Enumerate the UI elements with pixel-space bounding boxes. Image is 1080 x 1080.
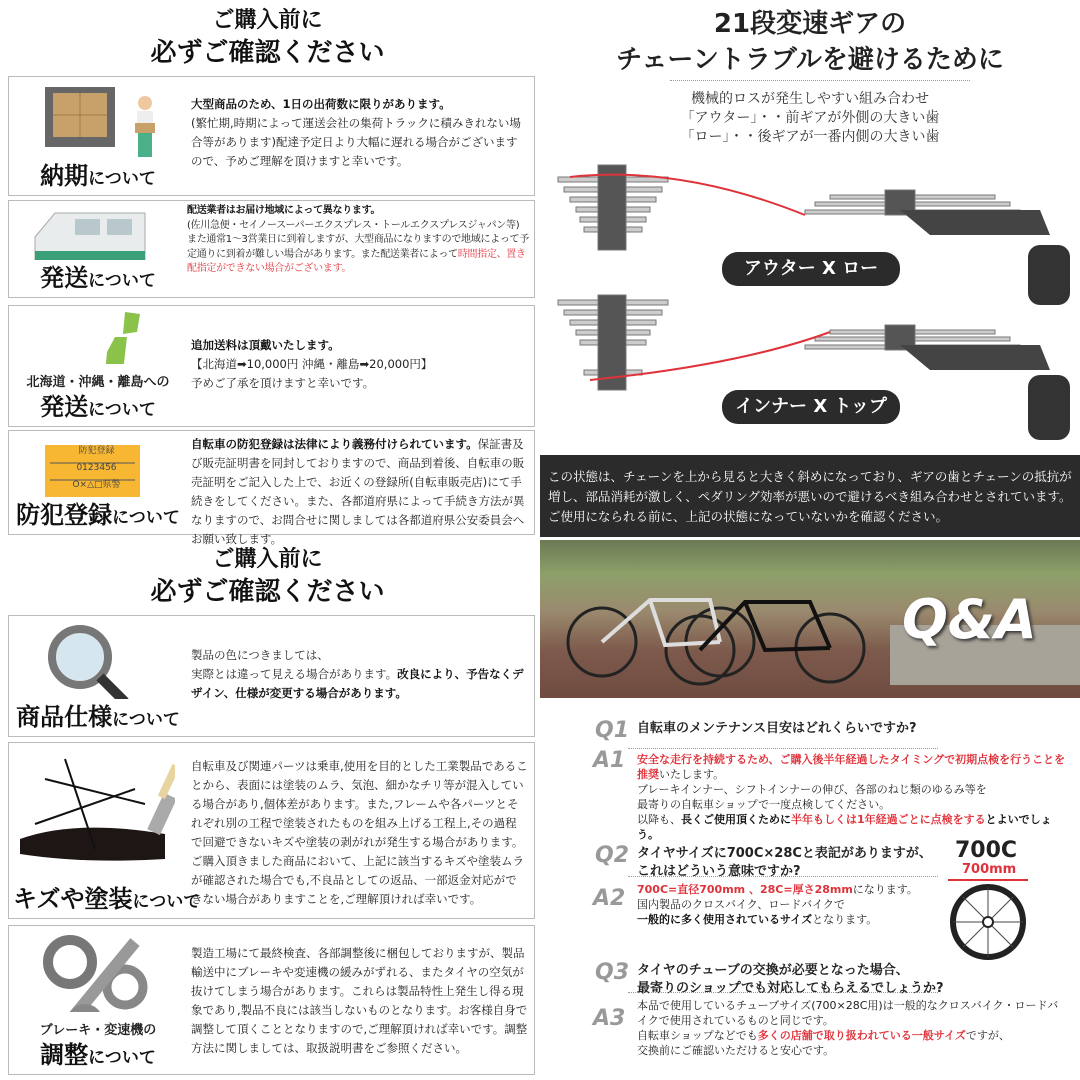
notice-box [8, 615, 535, 737]
question-number: Q2 [595, 843, 630, 868]
notice-text [191, 757, 528, 909]
answer-number: A2 [593, 886, 626, 911]
question-number: Q3 [595, 960, 630, 985]
divider [628, 876, 938, 877]
wheel-size: 700mm [962, 862, 1017, 877]
notice-header-mid [0, 545, 535, 609]
notice-text [187, 204, 530, 277]
notice-subtitle: ブレーキ・変速機の [39, 1023, 157, 1038]
body-text: 保証書及び販売証明書を同封しておりますので、商品到着後、自転車の販売証明をご記入した上で、お近くの登録所(自転車販売店)にて手続きをしてください。また、各都道府県によって手続き方法が異なりますので、お問合せに関しましては各都道府県公安委員会へお願い致します。 [191, 437, 525, 546]
gear-title-line1: 21段変速ギアの [713, 9, 907, 39]
notice-text [191, 944, 528, 1058]
notice-header-top [0, 6, 535, 70]
body-text: 【北海道➡10,000円 沖縄・離島➡20,000円】 予めご了承を頂けますと幸いです。 [191, 357, 433, 390]
emphasis-text: 一般的に多く使用されているサイズ [637, 913, 813, 926]
emphasis-text: 自転車の防犯登録は法律により義務付けられています。 [191, 437, 478, 451]
gear-wrench-icon [15, 932, 175, 1012]
notice-text [191, 646, 528, 703]
gear-sub-line: 機械的ロスが発生しやすい組み合わせ [691, 91, 929, 107]
body-text: 自転車及び関連パーツは乗車,使用を目的とした工業製品であることから、表面には塗装のムラ、気泡、細かなチリ等が混入している場合があり,個体差があります。また,フレームや各パーツとそれぞれ別の工程で塗装されたものを組み上げる工程上,その過程で回避できないキズや塗装の剥がれが発生する場合があります。ご購入頂きました商品において、上記に該当するキズや塗装ムラが確認された場合でも,不良品としての返品、一部返金対応ができない場合がありますことを,ご理解頂ければ幸いです。 [191, 759, 528, 906]
emphasis-text: 安全な走行を持続するため、ご購入後半年経過したタイミングで初期点検を行うことを推奨 [637, 753, 1066, 781]
gear-sub-line: 「ロー」・・後ギアが一番内側の大きい歯 [680, 129, 940, 145]
paint-brush-icon [15, 749, 175, 881]
notice-title-main: 納期 [40, 162, 89, 190]
notice-title-main: 商品仕様 [16, 703, 113, 731]
notice-title-suffix: について [132, 892, 201, 912]
notice-title-suffix: について [88, 169, 156, 189]
card-line: 防犯登録 [78, 446, 115, 456]
notice-text [191, 336, 528, 393]
emphasis-text: 時間指定、置き配指定ができない場合がございます。 [187, 248, 526, 274]
header-line2: 必ずご確認ください [150, 577, 385, 607]
header-line1: ご購入前に [212, 547, 323, 572]
notice-title [13, 387, 183, 422]
magnifier-icon [15, 622, 175, 699]
question-number: Q1 [595, 718, 630, 743]
answer-text [637, 882, 937, 927]
notice-title-suffix: について [88, 1048, 156, 1068]
notice-text [191, 95, 528, 171]
notice-title-main: 発送 [40, 264, 89, 292]
answer-text [637, 752, 1067, 842]
notice-box [8, 742, 535, 919]
question-text: 自転車のメンテナンス目安はどれくらいですか? [637, 721, 917, 736]
gear-title-line2: チェーントラブルを避けるために [616, 45, 1004, 75]
emphasis-text: 多くの店舗で取り扱われている一般サイズ [757, 1029, 966, 1042]
bicycle-photo [540, 540, 1080, 698]
notice-box [8, 76, 535, 196]
emphasis-text: 大型商品のため、1日の出荷数に限りがあります。 [191, 97, 451, 111]
emphasis-text: 配送業者はお届け地域によって異なります。 [187, 205, 381, 216]
body-text: となります。 [812, 913, 878, 926]
header-line2: 必ずご確認ください [150, 38, 385, 68]
notice-title-suffix: について [88, 271, 156, 291]
delivery-truck-icon [15, 83, 175, 158]
body-text: 製品の色につきましては、 実際とは違って見える場合があります。 [191, 648, 398, 681]
notice-box [8, 925, 535, 1075]
wheel-label: 700C [955, 838, 1018, 863]
header-line1: ご購入前に [212, 8, 323, 33]
notice-title-main: 調整 [40, 1041, 89, 1069]
notice-box [8, 305, 535, 427]
derailleur [1028, 245, 1070, 305]
emphasis-text: 追加送料は頂戴いたします。 [191, 338, 340, 352]
gear-title [540, 6, 1080, 78]
notice-box [8, 200, 535, 298]
front-gear-outer-low [558, 165, 668, 250]
outer-low-label: アウター X ロー [722, 252, 900, 286]
body-text: になります。 国内製品のクロスバイク、ロードバイクで [637, 883, 918, 911]
question-text: タイヤサイズに700C×28Cと表記がありますが、 これはどういう意味ですか? [637, 846, 932, 879]
body-text: いたします。 ブレーキインナー、シフトインナーの伸び、各部のねじ類のゆるみ等を 最寄りの自転車ショップで一度点検してください。 以降も、 [637, 768, 987, 826]
notice-title-suffix: について [112, 710, 180, 730]
notice-title-main: 防犯登録 [16, 501, 113, 529]
notice-text [191, 435, 528, 549]
body-text: 製造工場にて最終検査、各部調整後に梱包しておりますが、製品輸送中にブレーキや変速機の緩みがずれる、またタイヤの空気が抜けてしまう場合があります。これらは製品特性上発生し得る現象であり,製品不良には該当しないものとなります。お客様自身で調整して頂くこととなりますので,ご理解頂ければ幸いです。調整方法に関しましては、取扱説明書をご参照ください。 [191, 946, 528, 1055]
card-line: O×△□県警 [72, 480, 121, 490]
question-text: タイヤのチューブの交換が必要となった場合、 最寄りのショップでも対応してもらえるでしょうか? [637, 963, 944, 996]
notice-title-suffix: について [88, 400, 156, 420]
answer-number: A3 [593, 1006, 626, 1031]
emphasis-text: 700C=直径700mm 、28C=厚さ28mm [637, 883, 853, 896]
emphasis-text: 改良により、予告なくデザイン、仕様が変更する場合があります。 [191, 667, 524, 700]
notice-title [13, 156, 183, 191]
derailleur-arm [900, 210, 1050, 235]
notice-title [13, 1035, 183, 1070]
body-text: (佐川急便・セイノースーパーエクスプレス・トールエクスプレスジャパン等) また通常1〜3営業日に到着しますが、大型商品になりますので地域によって予定通りに到着が難しい場合があります。また配送業者によって [187, 219, 529, 260]
japan-map-icon [15, 312, 175, 364]
van-icon [15, 207, 175, 260]
divider [628, 992, 938, 993]
body-text: (繁忙期,時期によって運送会社の集荷トラックに積みきれない場合等があります)配達予定日より大幅に遅れる場合がございますので、予めご理解を頂けますと幸いです。 [191, 116, 521, 168]
emphasis-text: とよいでしょう。 [637, 813, 1052, 841]
answer-number: A1 [593, 748, 626, 773]
front-gear-inner-top [558, 295, 668, 390]
emphasis-text: 半年もしくは1年経過ごとに点検をする [791, 813, 986, 826]
divider [628, 748, 938, 749]
answer-text [637, 998, 1067, 1058]
body-text: ですが、 交換前にご確認いただけると安心です。 [637, 1029, 1010, 1057]
gear-note: この状態は、チェーンを上から見ると大きく斜めになっており、ギアの歯とチェーンの抵抗が増し、部品消耗が激しく、ペダリング効率が悪いので避けるべき組み合わせとされています。ご使用になられる前に、上記の状態になっていないかを確認ください。 [540, 455, 1080, 537]
notice-subtitle: 北海道・沖縄・離島への [26, 375, 170, 390]
gear-subtitle [540, 90, 1080, 147]
notice-title-suffix: について [112, 508, 180, 528]
notice-title [13, 495, 183, 530]
card-line: 0123456 [76, 463, 117, 473]
notice-title [13, 258, 183, 293]
qa-overlay: Q&A [902, 588, 1037, 651]
notice-title-main: キズや塗装 [13, 885, 133, 913]
emphasis-text: 長くご使用頂くために [681, 813, 791, 826]
derailleur [1028, 375, 1070, 440]
notice-title-main: 発送 [40, 393, 89, 421]
notice-title [13, 697, 183, 732]
notice-box [8, 430, 535, 546]
notice-title [13, 879, 201, 914]
inner-top-label: インナー X トップ [722, 390, 900, 424]
gear-sub-line: 「アウター」・・前ギアが外側の大きい歯 [680, 110, 940, 126]
divider [670, 80, 970, 81]
body-text: 本品で使用しているチューブサイズ(700×28C用)は一般的なクロスバイク・ロードバイクで使用されているものと同じです。 自転車ショップなどでも [637, 999, 1059, 1042]
derailleur-arm [900, 345, 1050, 370]
